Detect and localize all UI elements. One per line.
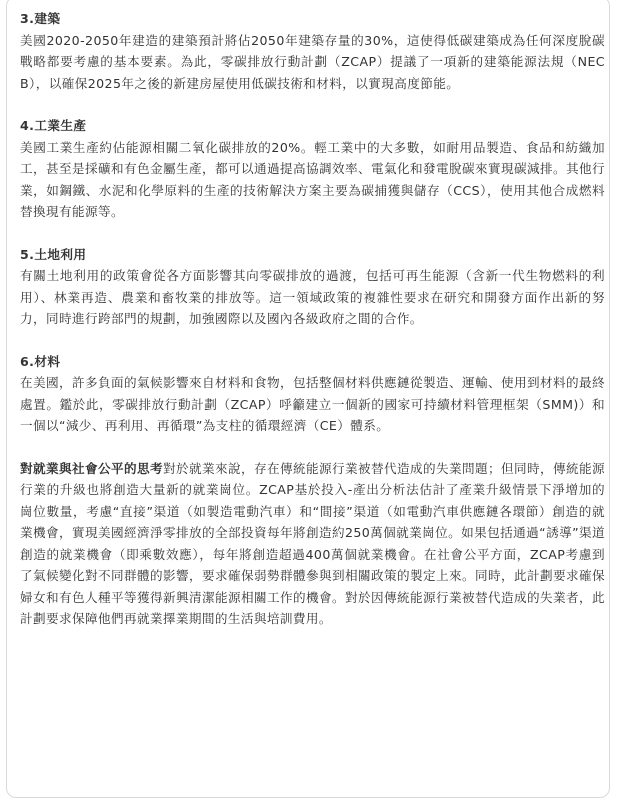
section-paragraph: 在美國，許多負面的氣候影響來自材料和食物，包括整個材料供應鏈從製造、運輸、使用到材料的最終處置。鑑於此，零碳排放行動計劃（ZCAP）呼籲建立一個新的國家可持續材料管理框架（SMM)）和一個以“減少、再利用、再循環”為支柱的循環經濟（CE）體系。	[20, 375, 605, 433]
section-title: 3.建築	[20, 11, 61, 26]
section-paragraph: 美國2020-2050年建造的建築預計將佔2050年建築存量的30%，這使得低碳建築成為任何深度脫碳戰略都要考慮的基本要素。為此，零碳排放行動計劃（ZCAP）提議了一項新的建築能源法規（NECB），以確保2025年之後的新建房屋使用低碳技術和材料，以實現高度節能。	[20, 32, 605, 91]
section-title: 6.材料	[20, 353, 61, 369]
section-title: 4.工業生產	[20, 118, 87, 133]
section-paragraph: 美國工業生產約佔能源相關二氧化碳排放的20%。輕工業中的大多數，如耐用品製造、食品和紡織加工，甚至是採礦和有色金屬生產，都可以通過提高協調效率、電氣化和發電脫碳來實現碳減排。其他行業，如鋼鐵、水泥和化學原料的生產的技術解決方案主要為碳捕獲與儲存（CCS），使用其他合成燃料替換現有能源等。	[20, 139, 605, 219]
section-land-use	[20, 244, 605, 330]
section-employment-equity	[20, 458, 605, 630]
article-body	[20, 8, 605, 651]
section-buildings	[20, 8, 605, 94]
closing-paragraph	[20, 458, 605, 630]
closing-body: 對於就業來說，存在傳統能源行業被替代造成的失業問題；但同時，傳統能源行業的升級也將創造大量新的就業崗位。ZCAP基於投入-產出分析法估計了產業升級情景下淨增加的崗位數量，考慮“直接”渠道（如製造電動汽車）和“間接”渠道（如電動汽車供應鏈各環節）創造的就業機會，實現美國經濟淨零排放的全部投資每年將創造約250萬個就業崗位。如果包括通過“誘導”渠道創造的就業機會（即乘數效應），每年將創造超過400萬個就業機會。在社會公平方面，ZCAP考慮到了氣候變化對不同群體的影響，要求確保弱勢群體參與到相關政策的製定上來。同時，此計劃要求確保婦女和有色人種平等獲得新興清潔能源相關工作的機會。對於因傳統能源行業被替代造成的失業者，此計劃要求保障他們再就業擇業期間的生活與培訓費用。	[20, 460, 605, 626]
section-paragraph: 有關土地利用的政策會從各方面影響其向零碳排放的過渡，包括可再生能源（含新一代生物燃料的利用）、林業再造、農業和畜牧業的排放等。這一領域政策的複雜性要求在研究和開發方面作出新的努力，同時進行跨部門的規劃，加強國際以及國內各級政府之間的合作。	[20, 268, 605, 326]
closing-lead: 對就業與社會公平的思考	[20, 460, 163, 476]
section-industrial-production	[20, 115, 605, 223]
section-title: 5.土地利用	[20, 246, 87, 262]
section-materials	[20, 351, 605, 437]
